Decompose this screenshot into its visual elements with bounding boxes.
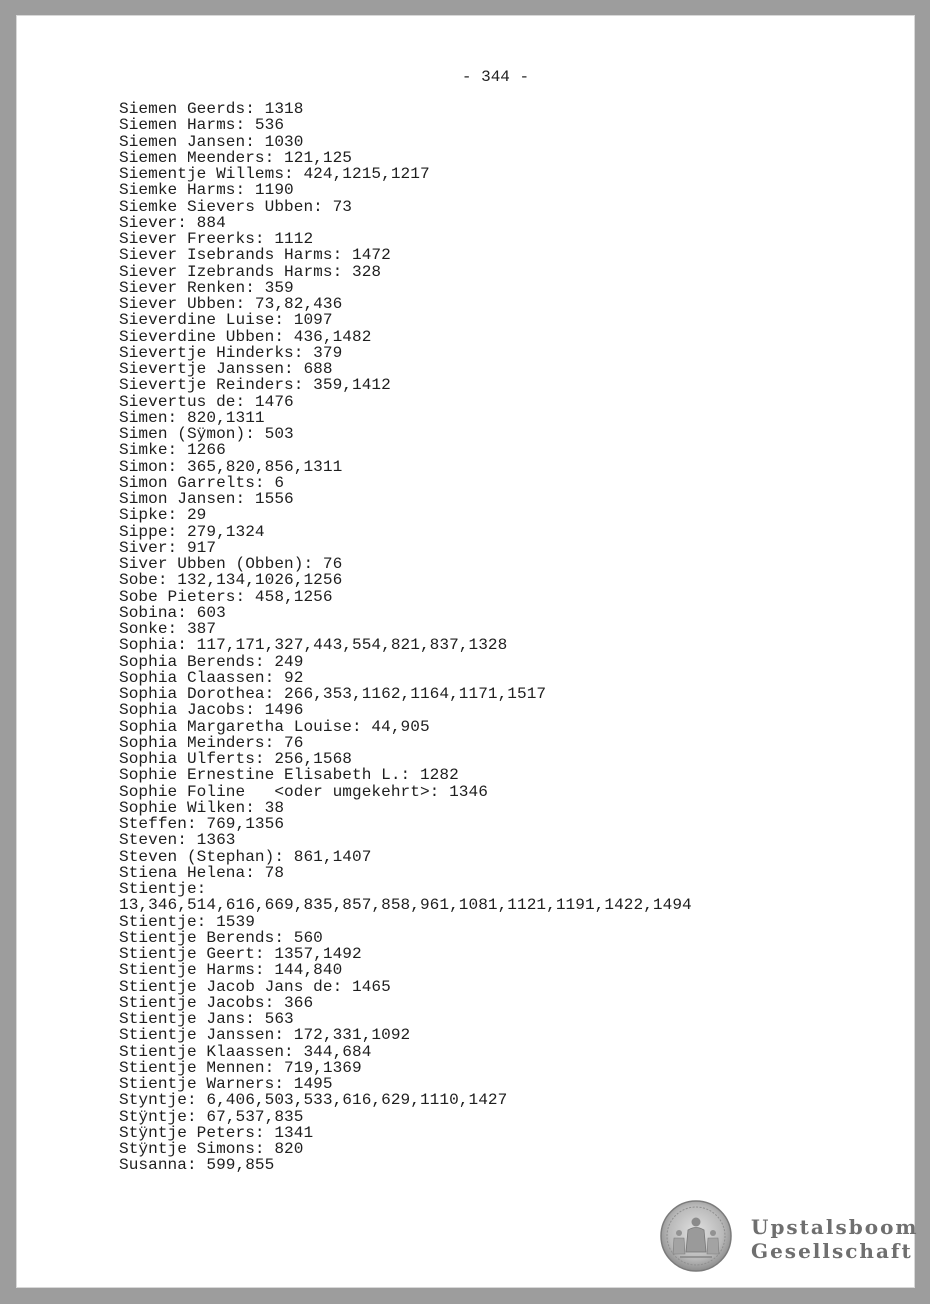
index-entry: Siemen Harms: 536 <box>119 116 285 135</box>
index-entry: Sophia Berends: 249 <box>119 652 304 671</box>
index-entry: Sieverdine Luise: 1097 <box>119 311 333 330</box>
index-entry: Stientje Jacobs: 366 <box>119 993 314 1012</box>
index-entry: Siever: 884 <box>119 213 226 232</box>
index-entry: Sophia Ulferts: 256,1568 <box>119 750 352 768</box>
index-entry: Simon Garrelts: 6 <box>119 473 285 492</box>
index-entry: Stientje Warners: 1495 <box>119 1075 333 1093</box>
index-entry: Siever Freerks: 1112 <box>119 230 314 248</box>
index-entry: Stientje: <box>119 880 207 898</box>
seal-logo <box>660 1200 732 1272</box>
index-entry: Siementje Willems: 424,1215,1217 <box>119 165 430 183</box>
index-entry: Stientje Geert: 1357,1492 <box>119 945 362 963</box>
index-entry: Simen: 820,1311 <box>119 408 265 427</box>
index-entry: Stÿntje: 67,537,835 <box>119 1107 304 1126</box>
index-entry: Stÿntje Simons: 820 <box>119 1140 304 1158</box>
index-entry: Siever Renken: 359 <box>119 278 294 297</box>
index-entry: Siever Ubben: 73,82,436 <box>119 295 343 313</box>
index-entry: Sievertje Hinderks: 379 <box>119 343 343 362</box>
index-entry: Siver: 917 <box>119 538 217 557</box>
index-entry: Siever Isebrands Harms: 1472 <box>119 246 391 265</box>
brand-line-1: Upstalsboom <box>751 1215 919 1239</box>
index-entry: Siemen Meenders: 121,125 <box>119 148 352 167</box>
index-entry: Sophie Wilken: 38 <box>119 798 285 817</box>
index-entry: Simon: 365,820,856,1311 <box>119 457 343 476</box>
index-entry: Siemen Geerds: 1318 <box>119 100 304 118</box>
index-entry: Stientje Mennen: 719,1369 <box>119 1058 362 1077</box>
index-entry: Steven (Stephan): 861,1407 <box>119 847 372 866</box>
index-entry: Stientje Janssen: 172,331,1092 <box>119 1026 411 1045</box>
index-entry: Sophia: 117,171,327,443,554,821,837,1328 <box>119 636 508 655</box>
index-entry: Sophie Ernestine Elisabeth L.: 1282 <box>119 766 459 785</box>
index-entry: Steven: 1363 <box>119 831 236 850</box>
index-entry: Stientje Berends: 560 <box>119 928 323 947</box>
index-entry: Sippe: 279,1324 <box>119 522 265 541</box>
index-entry: Sievertus de: 1476 <box>119 392 294 411</box>
index-entry: Simon Jansen: 1556 <box>119 490 294 508</box>
index-entry: Steffen: 769,1356 <box>119 815 285 833</box>
index-entry: Stientje: 1539 <box>119 912 255 931</box>
index-entry: Sobina: 603 <box>119 603 226 622</box>
index-entry: Sophia Dorothea: 266,353,1162,1164,1171,1517 <box>119 685 547 703</box>
index-entry: Stientje Klaassen: 344,684 <box>119 1042 372 1061</box>
brand-line-2: Gesellschaft <box>751 1239 913 1263</box>
index-entry: Sonke: 387 <box>119 620 217 638</box>
seal-icon <box>660 1200 732 1272</box>
index-entry: Sobe: 132,134,1026,1256 <box>119 571 343 590</box>
index-entry: Sipke: 29 <box>119 506 207 525</box>
index-entry: Stientje Harms: 144,840 <box>119 961 343 980</box>
document-page <box>16 15 919 1288</box>
index-entry: Sievertje Janssen: 688 <box>119 360 333 378</box>
index-entry: Sieverdine Ubben: 436,1482 <box>119 327 372 346</box>
index-entry: Susanna: 599,855 <box>119 1156 275 1175</box>
index-entry: Styntje: 6,406,503,533,616,629,1110,1427 <box>119 1091 508 1110</box>
index-entry: Sophia Jacobs: 1496 <box>119 701 304 720</box>
index-entry: Sophia Claassen: 92 <box>119 668 304 687</box>
index-entry: Sophia Margaretha Louise: 44,905 <box>119 717 430 736</box>
index-entry: Stÿntje Peters: 1341 <box>119 1123 314 1142</box>
index-entry: 13,346,514,616,669,835,857,858,961,1081,1121,1191,1422,1494 <box>119 896 692 915</box>
index-entry: Simke: 1266 <box>119 441 226 460</box>
page-number: - 344 - <box>461 68 530 86</box>
index-entry: Stientje Jans: 563 <box>119 1010 294 1028</box>
index-entry: Sophie Foline <oder umgekehrt>: 1346 <box>119 782 488 801</box>
index-entry: Sophia Meinders: 76 <box>119 733 304 752</box>
brand-wordmark <box>751 1215 919 1263</box>
index-entry: Siemke Harms: 1190 <box>119 181 294 200</box>
index-entry: Siver Ubben (Obben): 76 <box>119 555 343 573</box>
index-entry: Sievertje Reinders: 359,1412 <box>119 376 391 395</box>
index-entry: Siever Izebrands Harms: 328 <box>119 262 382 281</box>
index-entry: Simen (Sÿmon): 503 <box>119 425 294 443</box>
index-entry: Siemke Sievers Ubben: 73 <box>119 197 352 216</box>
index-entry: Stientje Jacob Jans de: 1465 <box>119 977 391 996</box>
index-entry: Sobe Pieters: 458,1256 <box>119 587 333 606</box>
index-entry: Siemen Jansen: 1030 <box>119 132 304 151</box>
index-list <box>119 101 692 1174</box>
index-entry: Stiena Helena: 78 <box>119 863 285 882</box>
